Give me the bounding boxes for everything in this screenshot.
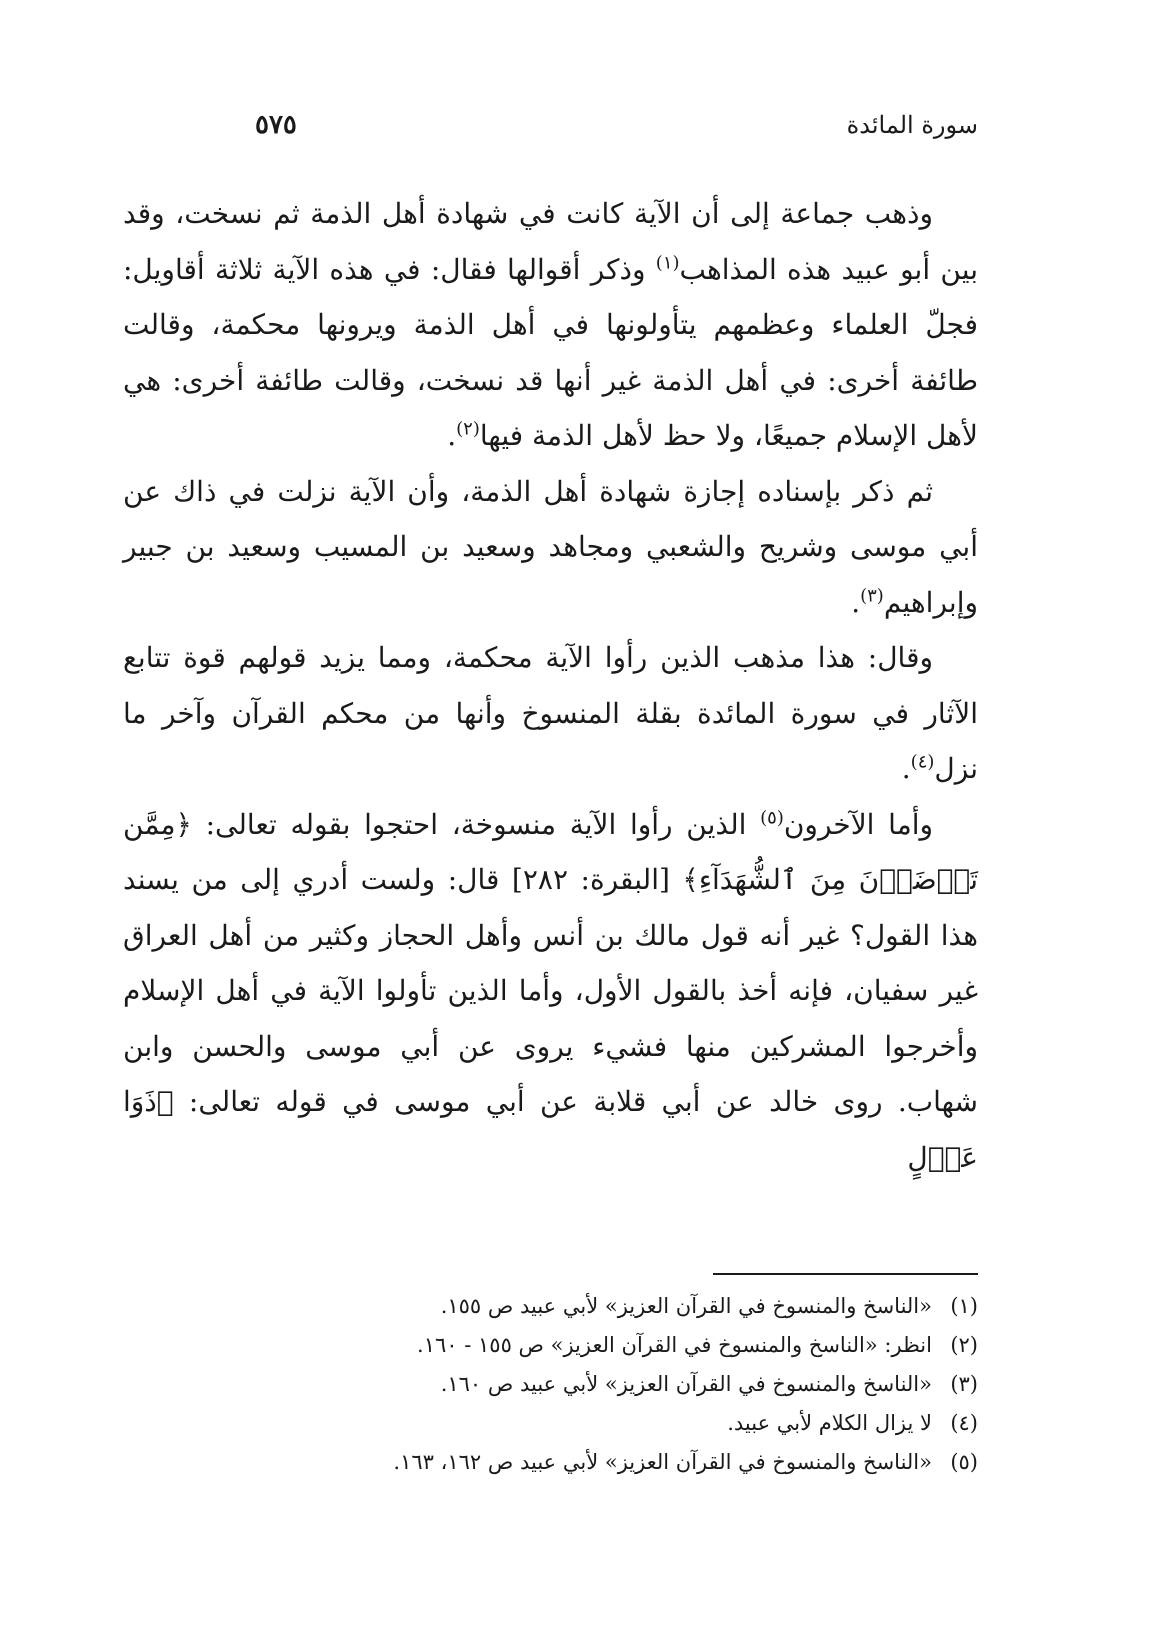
footnote-number: (٢) [950,1333,978,1357]
page-header [255,105,978,145]
footnote-reference: (١) [655,252,680,274]
paragraph-text: ثم ذكر بإسناده إجازة شهادة أهل الذمة، وأن الآية نزلت في ذاك عن أبي موسى وشريح والشعبي ومجاهد وسعيد بن المسيب وسعيد بن جبير وإبراهيم [123,474,978,619]
paragraph-text: . [851,585,861,619]
footnote [123,1365,978,1404]
footnote-text: انظر: «الناسخ والمنسوخ في القرآن العزيز» ص ١٥٥ - ١٦٠. [417,1333,932,1357]
paragraph-text: . [447,419,457,452]
paragraph [123,464,978,631]
footnote-text: «الناسخ والمنسوخ في القرآن العزيز» لأبي عبيد ص ١٥٥. [440,1294,932,1318]
paragraph [123,630,978,797]
paragraph-text: الذين رأوا الآية منسوخة، احتجوا بقوله تعالى: ﴿مِمَّن تَرۡضَوۡنَ مِنَ ٱلشُّهَدَآءِ﴾ [البقرة: ٢٨٢] قال: ولست أدري إلى من يسند هذا القول؟ غير أنه قول مالك بن أنس وأهل الحجاز وكثير من أهل العراق غير سفيان، فإنه أخذ بالقول الأول، وأما الذين تأولوا الآية في أهل الإسلام وأخرجوا المشركين منها فشيء يروى عن أبي موسى والحسن وابن شهاب. روى خالد عن أبي قلابة عن أبي موسى في قوله تعالى: ﴿ذَوَا عَدۡلٍ [123,807,979,1174]
page-number: ٥٧٥ [255,110,297,140]
footnote-reference: (٤) [910,751,935,773]
footnote [123,1443,978,1482]
paragraph [123,186,978,464]
footnote-text: لا يزال الكلام لأبي عبيد. [727,1411,932,1435]
footnote [123,1287,978,1326]
main-text [123,186,978,1185]
paragraph [123,797,978,1186]
footnote-number: (٣) [950,1372,978,1396]
footnote-reference: (٢) [456,418,480,440]
footnotes-list [123,1287,978,1482]
footnote-number: (٥) [950,1450,978,1474]
footnote-divider [713,1273,978,1275]
footnote [123,1326,978,1365]
paragraph-text: وذهب جماعة إلى أن الآية كانت في شهادة أهل الذمة ثم نسخت، وقد بين أبو عبيد هذه المذاهب [123,197,978,286]
running-title: سورة المائدة [846,111,978,139]
footnote-number: (٤) [950,1411,978,1435]
footnote-number: (١) [950,1294,978,1318]
footnote-reference: (٣) [860,585,884,607]
footnote-text: «الناسخ والمنسوخ في القرآن العزيز» لأبي عبيد ص ١٦٠. [440,1372,932,1396]
paragraph-text: . [901,752,911,785]
paragraph-text: وقال: هذا مذهب الذين رأوا الآية محكمة، ومما يزيد قولهم قوة تتابع الآثار في سورة المائدة بقلة المنسوخ وأنها من محكم القرآن وآخر ما نزل [123,641,978,785]
footnote-reference: (٥) [760,807,784,829]
footnote-text: «الناسخ والمنسوخ في القرآن العزيز» لأبي عبيد ص ١٦٢، ١٦٣. [393,1450,932,1474]
footnote [123,1404,978,1443]
paragraph-text: وأما الآخرون [783,807,933,841]
paragraph-text: وذكر أقوالها فقال: في هذه الآية ثلاثة أقاويل: فجلّ العلماء وعظمهم يتأولونها في أهل الذمة ويرونها محكمة، وقالت طائفة أخرى: في أهل الذمة غير أنها قد نسخت، وقالت طائفة أخرى: هي لأهل الإسلام جميعًا، ولا حظ لأهل الذمة فيها [123,252,978,452]
